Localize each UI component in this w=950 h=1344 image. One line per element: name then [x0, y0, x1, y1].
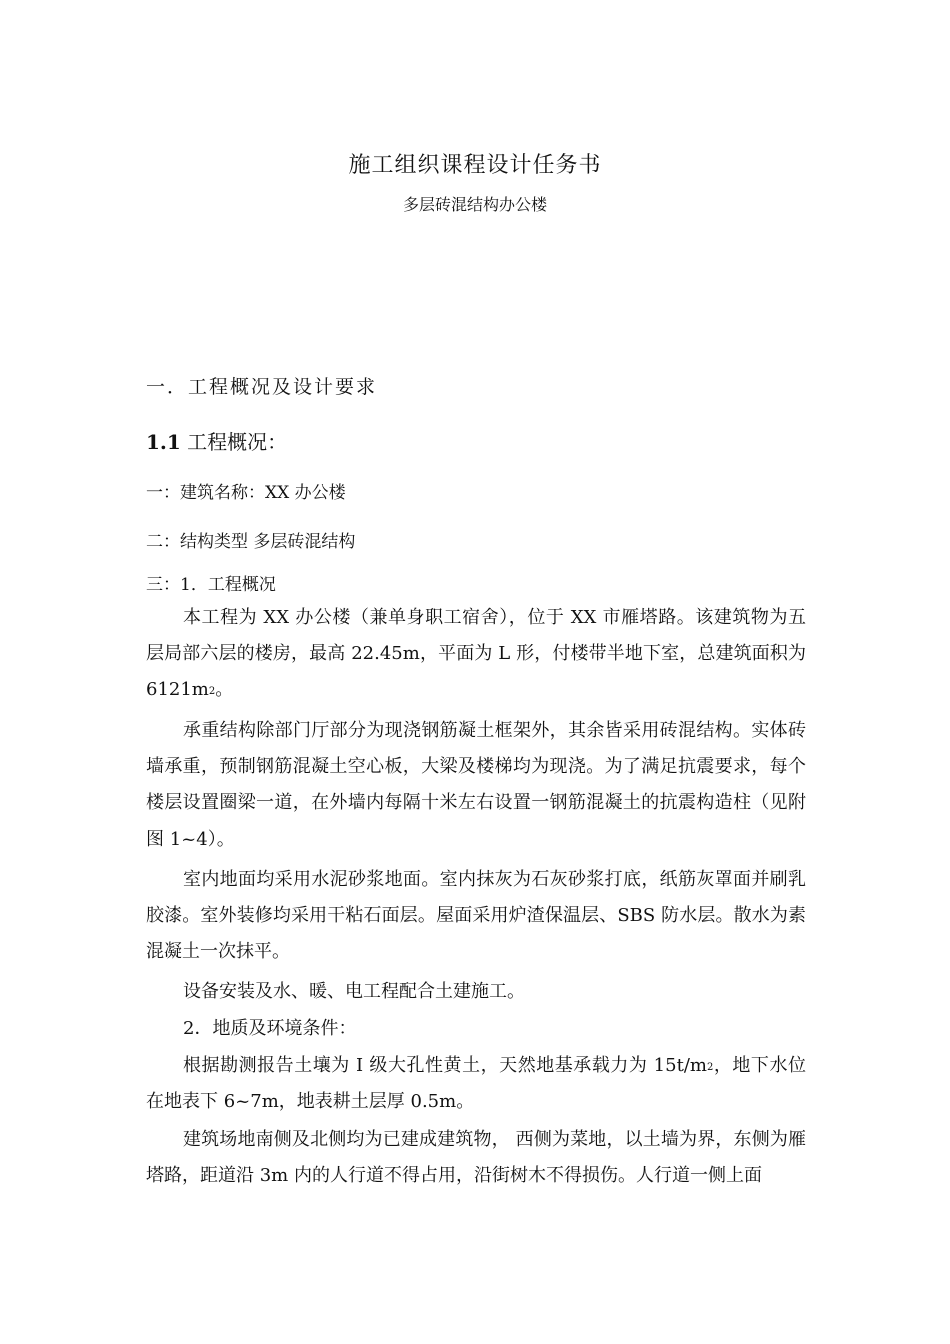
document-title: 施工组织课程设计任务书	[348, 153, 602, 178]
subsection-number: 1.1	[146, 430, 181, 454]
subsection-title: 工程概况：	[187, 430, 288, 454]
paragraph-geology: 根据勘测报告土壤为 I 级大孔性黄土，天然地基承载力为 $15t/m^2$，地下水位在地表下 6~7m，地表耕土层厚 0.5m。	[146, 1055, 806, 1113]
paragraph-equipment: 设备安装及水、暖、电工程配合土建施工。	[183, 981, 525, 1002]
subsection-heading	[146, 426, 287, 455]
document-subtitle: 多层砖混结构办公楼	[402, 195, 547, 214]
section-heading: 一．工程概况及设计要求	[146, 376, 378, 398]
paragraph-structure: 承重结构除部门厅部分为现浇钢筋凝土框架外，其余皆采用砖混结构。实体砖墙承重，预制钢筋混凝土空心板，大梁及楼梯均为现浇。为了满足抗震要求，每个楼层设置圈梁一道，在外墙内每隔十米左右设置一钢筋混凝土的抗震构造柱（见附图 1~4）。	[146, 720, 806, 850]
structure-type-item: 二：结构类型 多层砖混结构	[146, 532, 356, 552]
paragraph-finishes: 室内地面均采用水泥砂浆地面。室内抹灰为石灰砂浆打底，纸筋灰罩面并刷乳胶漆。室外装修均采用干粘石面层。屋面采用炉渣保温层、SBS 防水层。散水为素混凝土一次抹平。	[146, 869, 806, 963]
building-name-item: 一：建筑名称：XX 办公楼	[146, 483, 346, 503]
paragraph-site: 建筑场地南侧及北侧均为已建成建筑物， 西侧为菜地，以土墙为界，东侧为雁塔路，距道沿 3m 内的人行道不得占用，沿街树木不得损伤。人行道一侧上面	[146, 1129, 806, 1187]
geology-heading: 2．地质及环境条件：	[183, 1018, 357, 1039]
project-overview-item: 三：1．工程概况	[146, 575, 276, 595]
paragraph-overview: 本工程为 XX 办公楼（兼单身职工宿舍），位于 XX 市雁塔路。该建筑物为五层局部六层的楼房，最高 22.45m，平面为 L 形，付楼带半地下室，总建筑面积为 $6121m^2$。	[146, 607, 806, 701]
